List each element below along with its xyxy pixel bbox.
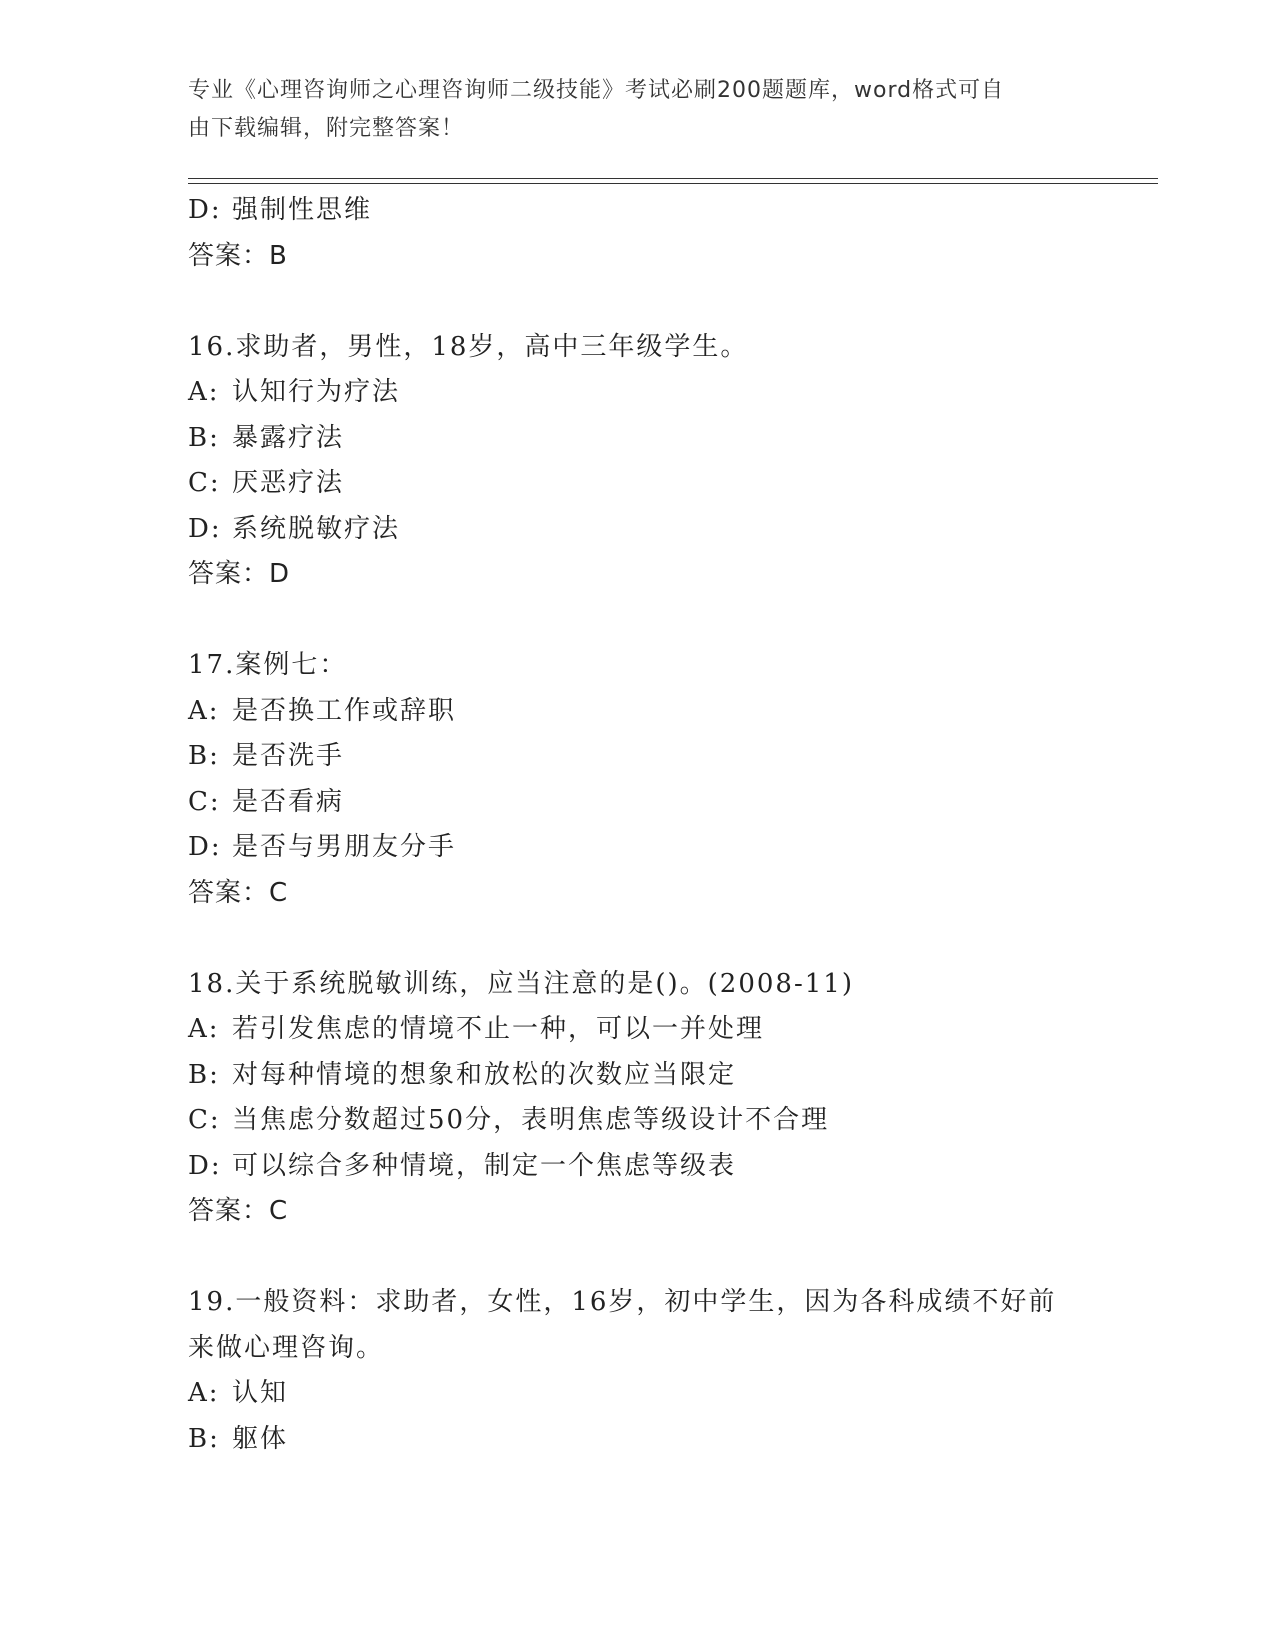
- option-text: 可以综合多种情境，制定一个焦虑等级表: [232, 1150, 737, 1181]
- option-text: 是否看病: [232, 786, 345, 817]
- header-divider-thick: [188, 178, 1158, 179]
- option-letter: B:: [188, 422, 220, 453]
- option-letter: D:: [188, 832, 222, 862]
- option-text: 厌恶疗法: [232, 468, 345, 498]
- option-text: 对每种情境的想象和放松的次数应当限定: [232, 1059, 737, 1090]
- question-stem: 17.案例七：: [188, 650, 348, 680]
- option-a: [188, 689, 1088, 735]
- option-text: 若引发焦虑的情境不止一种，可以一并处理: [232, 1014, 765, 1044]
- header-line-1: 专业《心理咨询师之心理咨询师二级技能》考试必刷200题题库，word格式可自: [188, 78, 1005, 103]
- question-stem-line-1: 19.一般资料：求助者，女性，16岁，初中学生，因为各科成绩不好前: [188, 1287, 1057, 1317]
- option-letter: A:: [188, 1014, 220, 1044]
- option-d: [188, 1144, 1088, 1190]
- option-a: [188, 370, 1088, 416]
- option-d: [188, 188, 1088, 234]
- option-b: [188, 1417, 1088, 1463]
- option-text: 暴露疗法: [232, 422, 345, 453]
- option-text: 强制性思维: [232, 195, 373, 225]
- option-b: [188, 416, 1088, 462]
- header-divider-thin: [188, 183, 1158, 184]
- option-letter: D:: [188, 1150, 222, 1181]
- option-letter: C:: [188, 786, 221, 817]
- option-text: 躯体: [232, 1423, 289, 1454]
- answer: 答案：C: [188, 1196, 289, 1226]
- option-c: [188, 1098, 1088, 1144]
- option-letter: B:: [188, 741, 220, 771]
- question-stem: 18.关于系统脱敏训练，应当注意的是()。(2008-11): [188, 968, 854, 999]
- option-text: 是否洗手: [232, 741, 345, 771]
- option-letter: A:: [188, 377, 220, 407]
- option-letter: B:: [188, 1423, 220, 1454]
- option-text: 系统脱敏疗法: [232, 513, 401, 544]
- question-stem-line-2: 来做心理咨询。: [188, 1332, 385, 1363]
- option-c: [188, 461, 1088, 507]
- header-line-2: 由下载编辑，附完整答案！: [188, 116, 465, 141]
- option-letter: C:: [188, 1105, 221, 1135]
- option-d: [188, 507, 1088, 553]
- answer: 答案：B: [188, 240, 288, 271]
- option-b: [188, 734, 1088, 780]
- option-c: [188, 780, 1088, 826]
- option-letter: D:: [188, 513, 222, 544]
- option-letter: B:: [188, 1059, 220, 1090]
- option-text: 当焦虑分数超过50分，表明焦虑等级设计不合理: [232, 1105, 830, 1135]
- question-19: [188, 1280, 1088, 1462]
- option-a: [188, 1007, 1088, 1053]
- question-stem: 16.求助者，男性，18岁，高中三年级学生。: [188, 331, 749, 362]
- question-15-continued: [188, 188, 1088, 279]
- option-a: [188, 1371, 1088, 1417]
- option-text: 认知: [232, 1378, 289, 1408]
- option-letter: D:: [188, 195, 222, 225]
- question-16: [188, 325, 1088, 598]
- answer: 答案：D: [188, 559, 291, 589]
- option-letter: A:: [188, 695, 220, 726]
- question-18: [188, 962, 1088, 1235]
- option-b: [188, 1053, 1088, 1099]
- option-letter: C:: [188, 468, 221, 498]
- option-text: 是否换工作或辞职: [232, 695, 457, 726]
- option-text: 认知行为疗法: [232, 377, 401, 407]
- document-header: [188, 72, 1088, 148]
- document-body: [188, 188, 1088, 1462]
- option-letter: A:: [188, 1378, 220, 1408]
- option-d: [188, 825, 1088, 871]
- option-text: 是否与男朋友分手: [232, 832, 457, 862]
- answer: 答案：C: [188, 877, 289, 908]
- question-17: [188, 643, 1088, 916]
